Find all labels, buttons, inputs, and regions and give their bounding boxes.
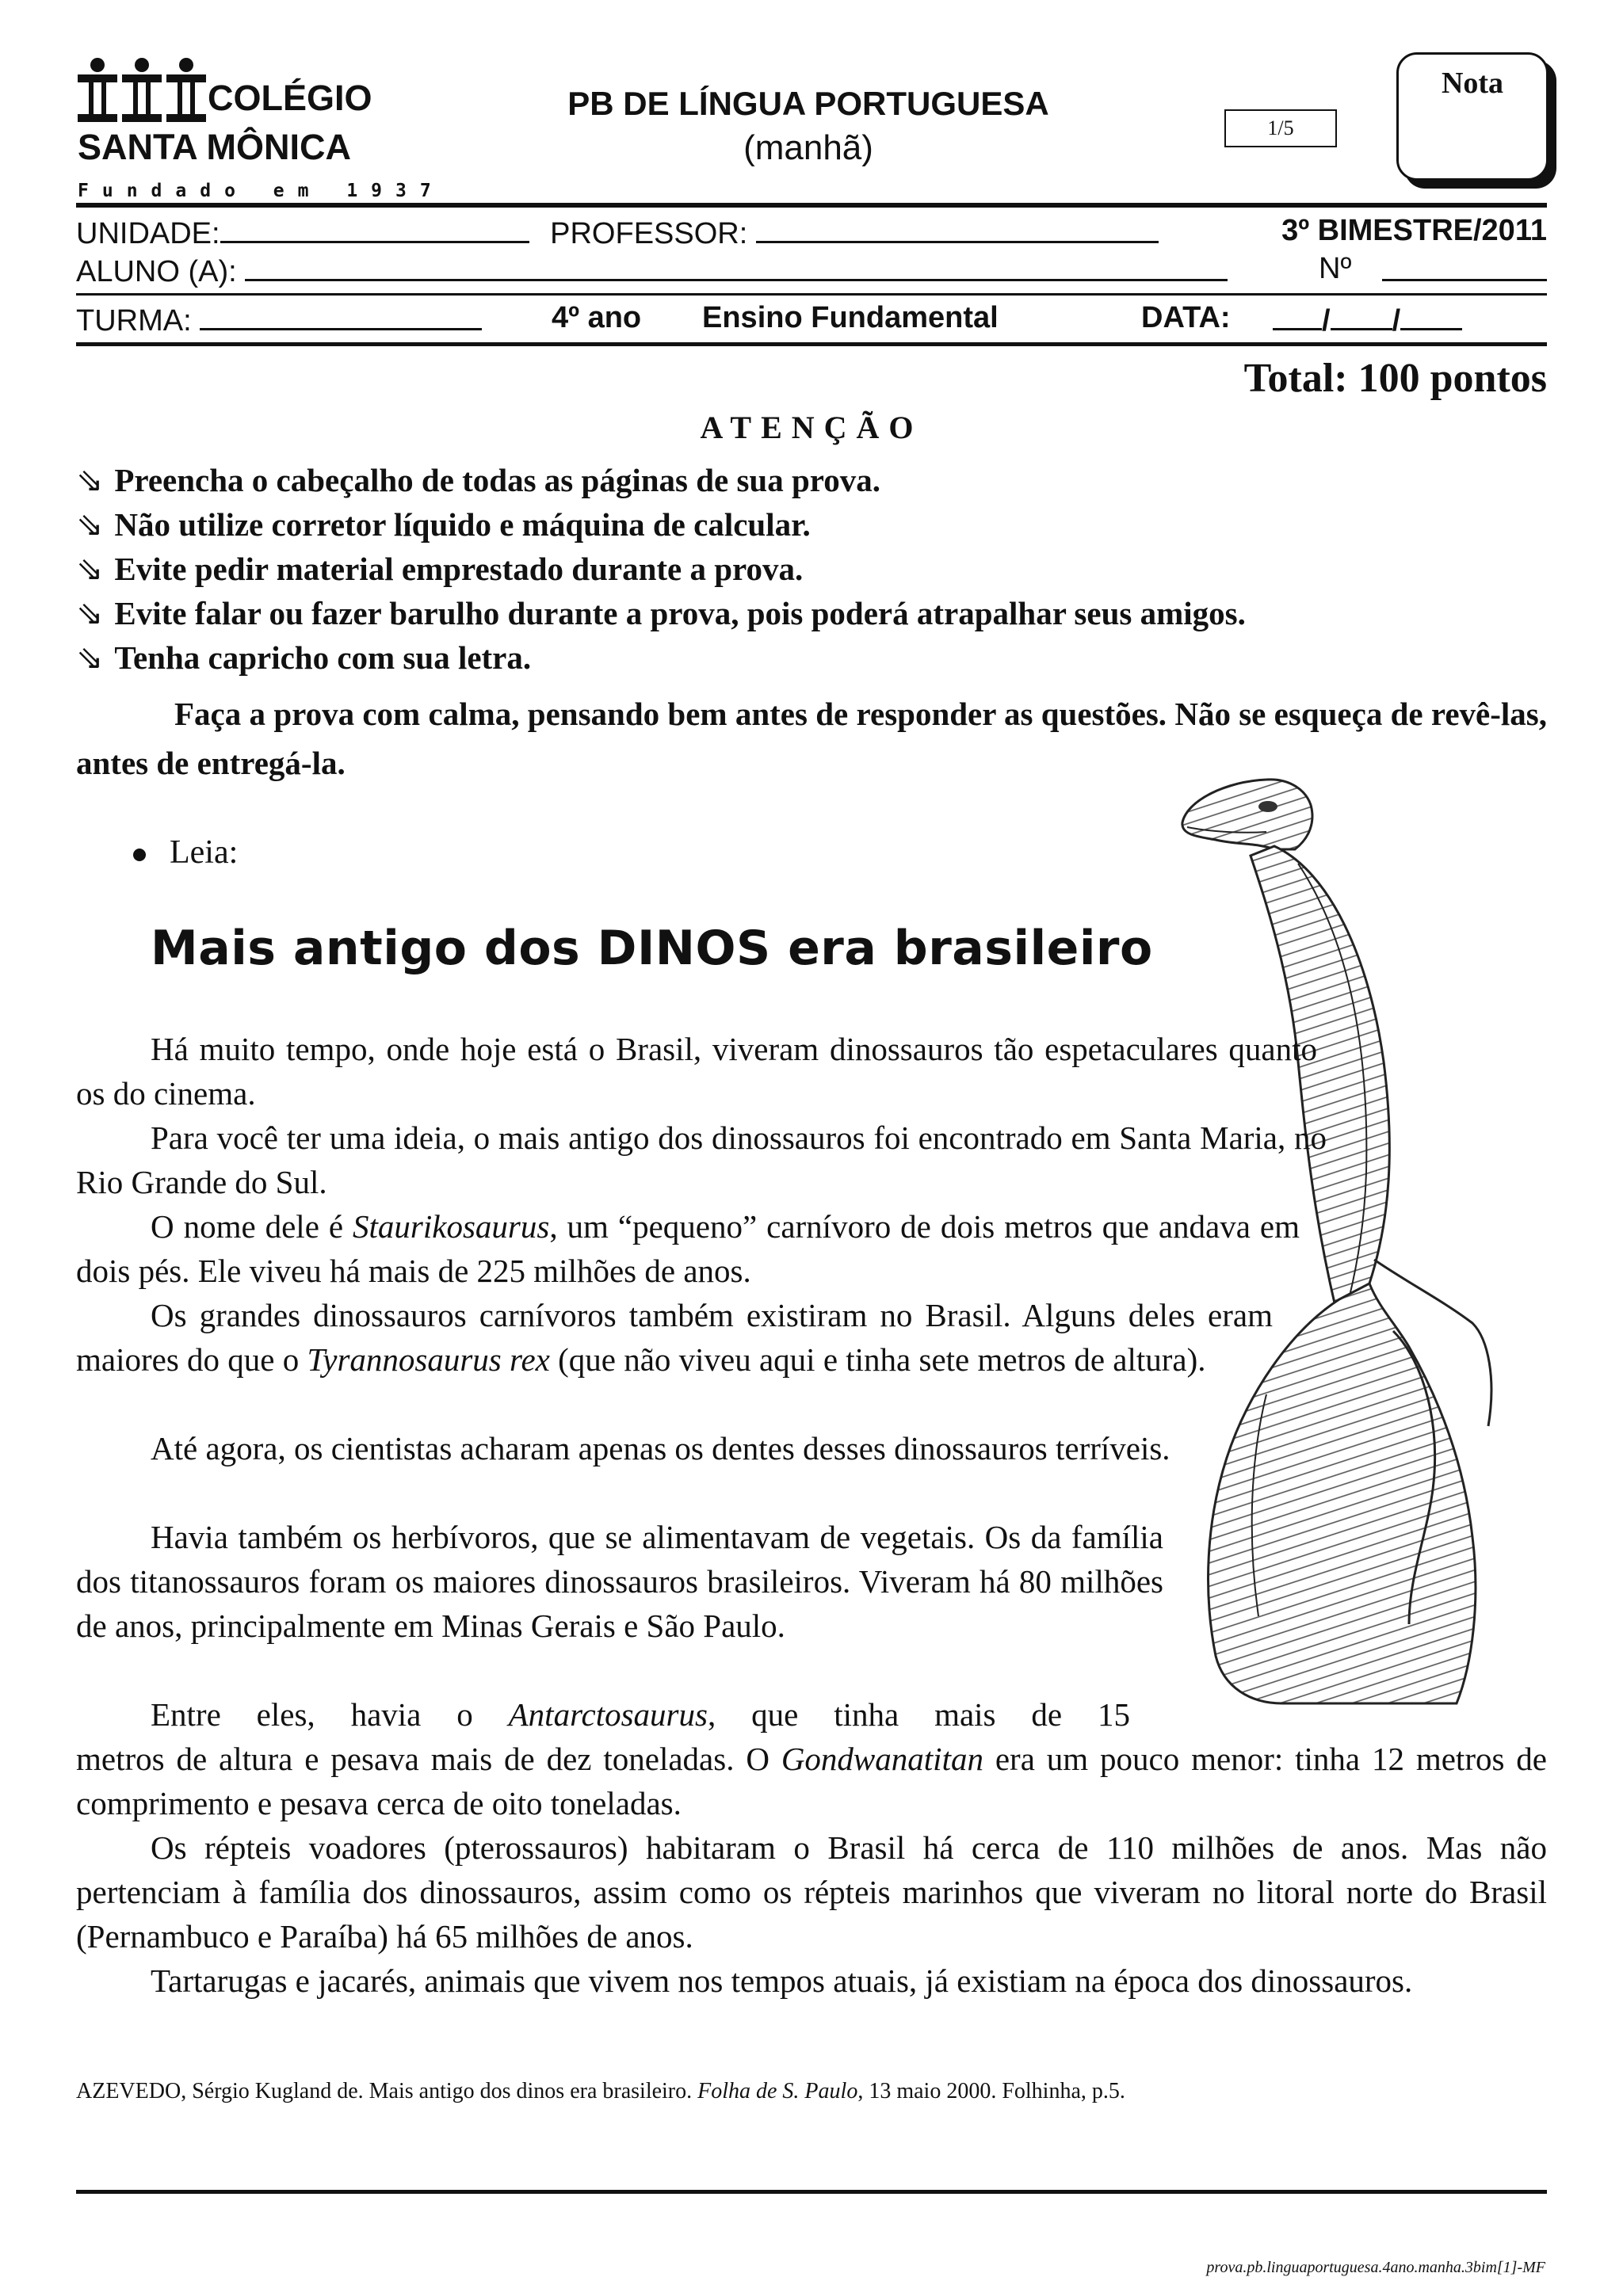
arrow-icon: ⇘ xyxy=(76,639,104,677)
header-divider-mid xyxy=(76,293,1547,296)
numero-field[interactable] xyxy=(1382,252,1547,281)
article-paragraph-6 xyxy=(76,1515,1163,1648)
bullet-icon xyxy=(133,849,146,861)
grade-label: Nota xyxy=(1441,67,1504,100)
ensino-label: Ensino Fundamental xyxy=(702,301,999,334)
paragraph-text: Tartarugas e jacarés, animais que vivem nos tempos atuais, já existiam na época dos dinossauros. xyxy=(151,1962,1413,1999)
rule-text: Evite falar ou fazer barulho durante a prova, pois poderá atrapalhar seus amigos. xyxy=(114,595,1246,631)
page-number: 1/5 xyxy=(1224,109,1337,147)
article-title: Mais antigo dos DINOS era brasileiro xyxy=(151,921,1153,976)
source-publication: Folha de S. Paulo xyxy=(697,2079,858,2103)
professor-field[interactable] xyxy=(756,214,1159,243)
article-source xyxy=(76,2079,1125,2104)
turma-label: TURMA: xyxy=(76,304,192,338)
species-name: Antarctosaurus xyxy=(508,1696,708,1733)
article-paragraph-9 xyxy=(76,1958,1547,2003)
arrow-icon: ⇘ xyxy=(76,505,104,543)
paragraph-text: Os répteis voadores (pterossauros) habitaram o Brasil há cerca de 110 milhões de anos. Mas não pertenciam à família dos dinossauros, assim como os répteis marinhos que viveram no litoral norte do Brasil (Pernambuco e Paraíba) há 65 milhões de anos. xyxy=(76,1829,1547,1955)
professor-label: PROFESSOR: xyxy=(550,217,748,250)
rule-text: Tenha capricho com sua letra. xyxy=(114,639,532,676)
article-paragraph-2 xyxy=(76,1116,1327,1204)
rule-text: Evite pedir material emprestado durante a prova. xyxy=(114,551,804,587)
turma-row xyxy=(76,301,1547,338)
aluno-label: ALUNO (A): xyxy=(76,255,237,288)
data-year-field xyxy=(1400,301,1462,330)
header-divider-top xyxy=(76,203,1547,208)
article-paragraph-8 xyxy=(76,1825,1547,1958)
rule-1 xyxy=(76,461,880,499)
species-name: Staurikosaurus xyxy=(353,1208,550,1245)
arrow-icon: ⇘ xyxy=(76,550,104,588)
unidade-field[interactable] xyxy=(220,214,529,243)
rule-text: Preencha o cabeçalho de todas as páginas de sua prova. xyxy=(114,462,880,498)
rule-2 xyxy=(76,505,811,543)
source-text: , 13 maio 2000. Folhinha, p.5. xyxy=(857,2079,1125,2103)
total-points: Total: 100 pontos xyxy=(1243,356,1547,401)
article-paragraph-7 xyxy=(76,1692,1547,1825)
reading-instruction-text: Leia: xyxy=(170,834,239,871)
rule-4 xyxy=(76,594,1246,632)
school-name-line2: SANTA MÔNICA xyxy=(78,127,351,167)
unidade-row xyxy=(76,214,1547,251)
ano-label: 4º ano xyxy=(552,301,642,334)
species-name: Tyrannosaurus rex xyxy=(307,1341,550,1378)
paragraph-text xyxy=(76,1204,1300,1293)
article-paragraph-3 xyxy=(76,1204,1300,1293)
paragraph-text xyxy=(76,1293,1273,1382)
rule-5 xyxy=(76,639,531,677)
school-logo-icon xyxy=(76,57,208,130)
text-run: Entre eles, havia o xyxy=(151,1696,509,1733)
paragraph-text xyxy=(76,1692,1130,1737)
numero-label: Nº xyxy=(1319,252,1352,285)
grade-box xyxy=(1396,52,1549,181)
arrow-icon: ⇘ xyxy=(76,461,104,499)
article-paragraph-4 xyxy=(76,1293,1273,1382)
text-run: , que tinha mais de 15 xyxy=(707,1696,1130,1733)
aluno-row xyxy=(76,252,1547,289)
exam-advice: Faça a prova com calma, pensando bem antes de responder as questões. Não se esqueça de revê-las, antes de entregá-la. xyxy=(76,696,1547,781)
text-run: metros de altura e pesava mais de dez toneladas. O xyxy=(76,1741,781,1777)
species-name: Gondwanatitan xyxy=(781,1741,983,1777)
text-run: O nome dele é xyxy=(151,1208,353,1245)
text-run: Os grandes dinossauros carnívoros também existiram no Brasil. Alguns deles eram maiores do que o xyxy=(76,1297,1273,1378)
bimestre: 3º BIMESTRE/2011 xyxy=(1281,214,1547,247)
turma-field[interactable] xyxy=(200,301,482,330)
data-field[interactable]: / / xyxy=(1273,301,1462,338)
school-founded: Fundado em 1937 xyxy=(78,181,445,201)
article-paragraph-5 xyxy=(76,1426,1198,1470)
text-run: (que não viveu aqui e tinha sete metros de altura). xyxy=(549,1341,1206,1378)
arrow-icon: ⇘ xyxy=(76,594,104,632)
aluno-field[interactable] xyxy=(245,252,1228,281)
source-text: AZEVEDO, Sérgio Kugland de. Mais antigo dos dinos era brasileiro. xyxy=(76,2079,698,2103)
school-name-line1: COLÉGIO xyxy=(208,78,372,118)
text-run: era um pouco menor: tinha 12 metros de comprimento e pesava cerca de oito toneladas. xyxy=(76,1741,1547,1821)
article-paragraph-1 xyxy=(76,1027,1317,1116)
reading-instruction xyxy=(133,833,238,871)
header-divider-bottom xyxy=(76,342,1547,346)
unidade-label: UNIDADE: xyxy=(76,217,220,250)
paragraph-text: Havia também os herbívoros, que se alimentavam de vegetais. Os da família dos titanossauros foram os maiores dinossauros brasileiros. Viveram há 80 milhões de anos, principalmente em Minas Gerais e São Paulo. xyxy=(76,1519,1163,1644)
paragraph-text: Há muito tempo, onde hoje está o Brasil, viveram dinossauros tão espetaculares quanto os do cinema. xyxy=(76,1031,1317,1112)
data-label: DATA: xyxy=(1141,301,1231,334)
data-month-field xyxy=(1331,301,1392,330)
text-run: , um “pequeno” carnívoro de dois metros que andava em dois pés. Ele viveu há mais de 225 milhões de anos. xyxy=(76,1208,1300,1289)
attention-title: ATENÇÃO xyxy=(700,410,923,445)
rule-text: Não utilize corretor líquido e máquina de calcular. xyxy=(114,506,811,543)
footer-divider xyxy=(76,2190,1547,2194)
paragraph-text: Até agora, os cientistas acharam apenas os dentes desses dinossauros terríveis. xyxy=(151,1430,1170,1466)
rule-3 xyxy=(76,550,803,588)
exam-title: PB DE LÍNGUA PORTUGUESA xyxy=(567,85,1049,122)
paragraph-text: Para você ter uma ideia, o mais antigo dos dinossauros foi encontrado em Santa Maria, no Rio Grande do Sul. xyxy=(76,1119,1327,1200)
footer-code: prova.pb.linguaportuguesa.4ano.manha.3bim[1]-MF xyxy=(1206,2259,1545,2276)
paragraph-text xyxy=(76,1737,1547,1825)
exam-shift: (manhã) xyxy=(743,128,873,167)
data-day-field xyxy=(1273,301,1322,330)
